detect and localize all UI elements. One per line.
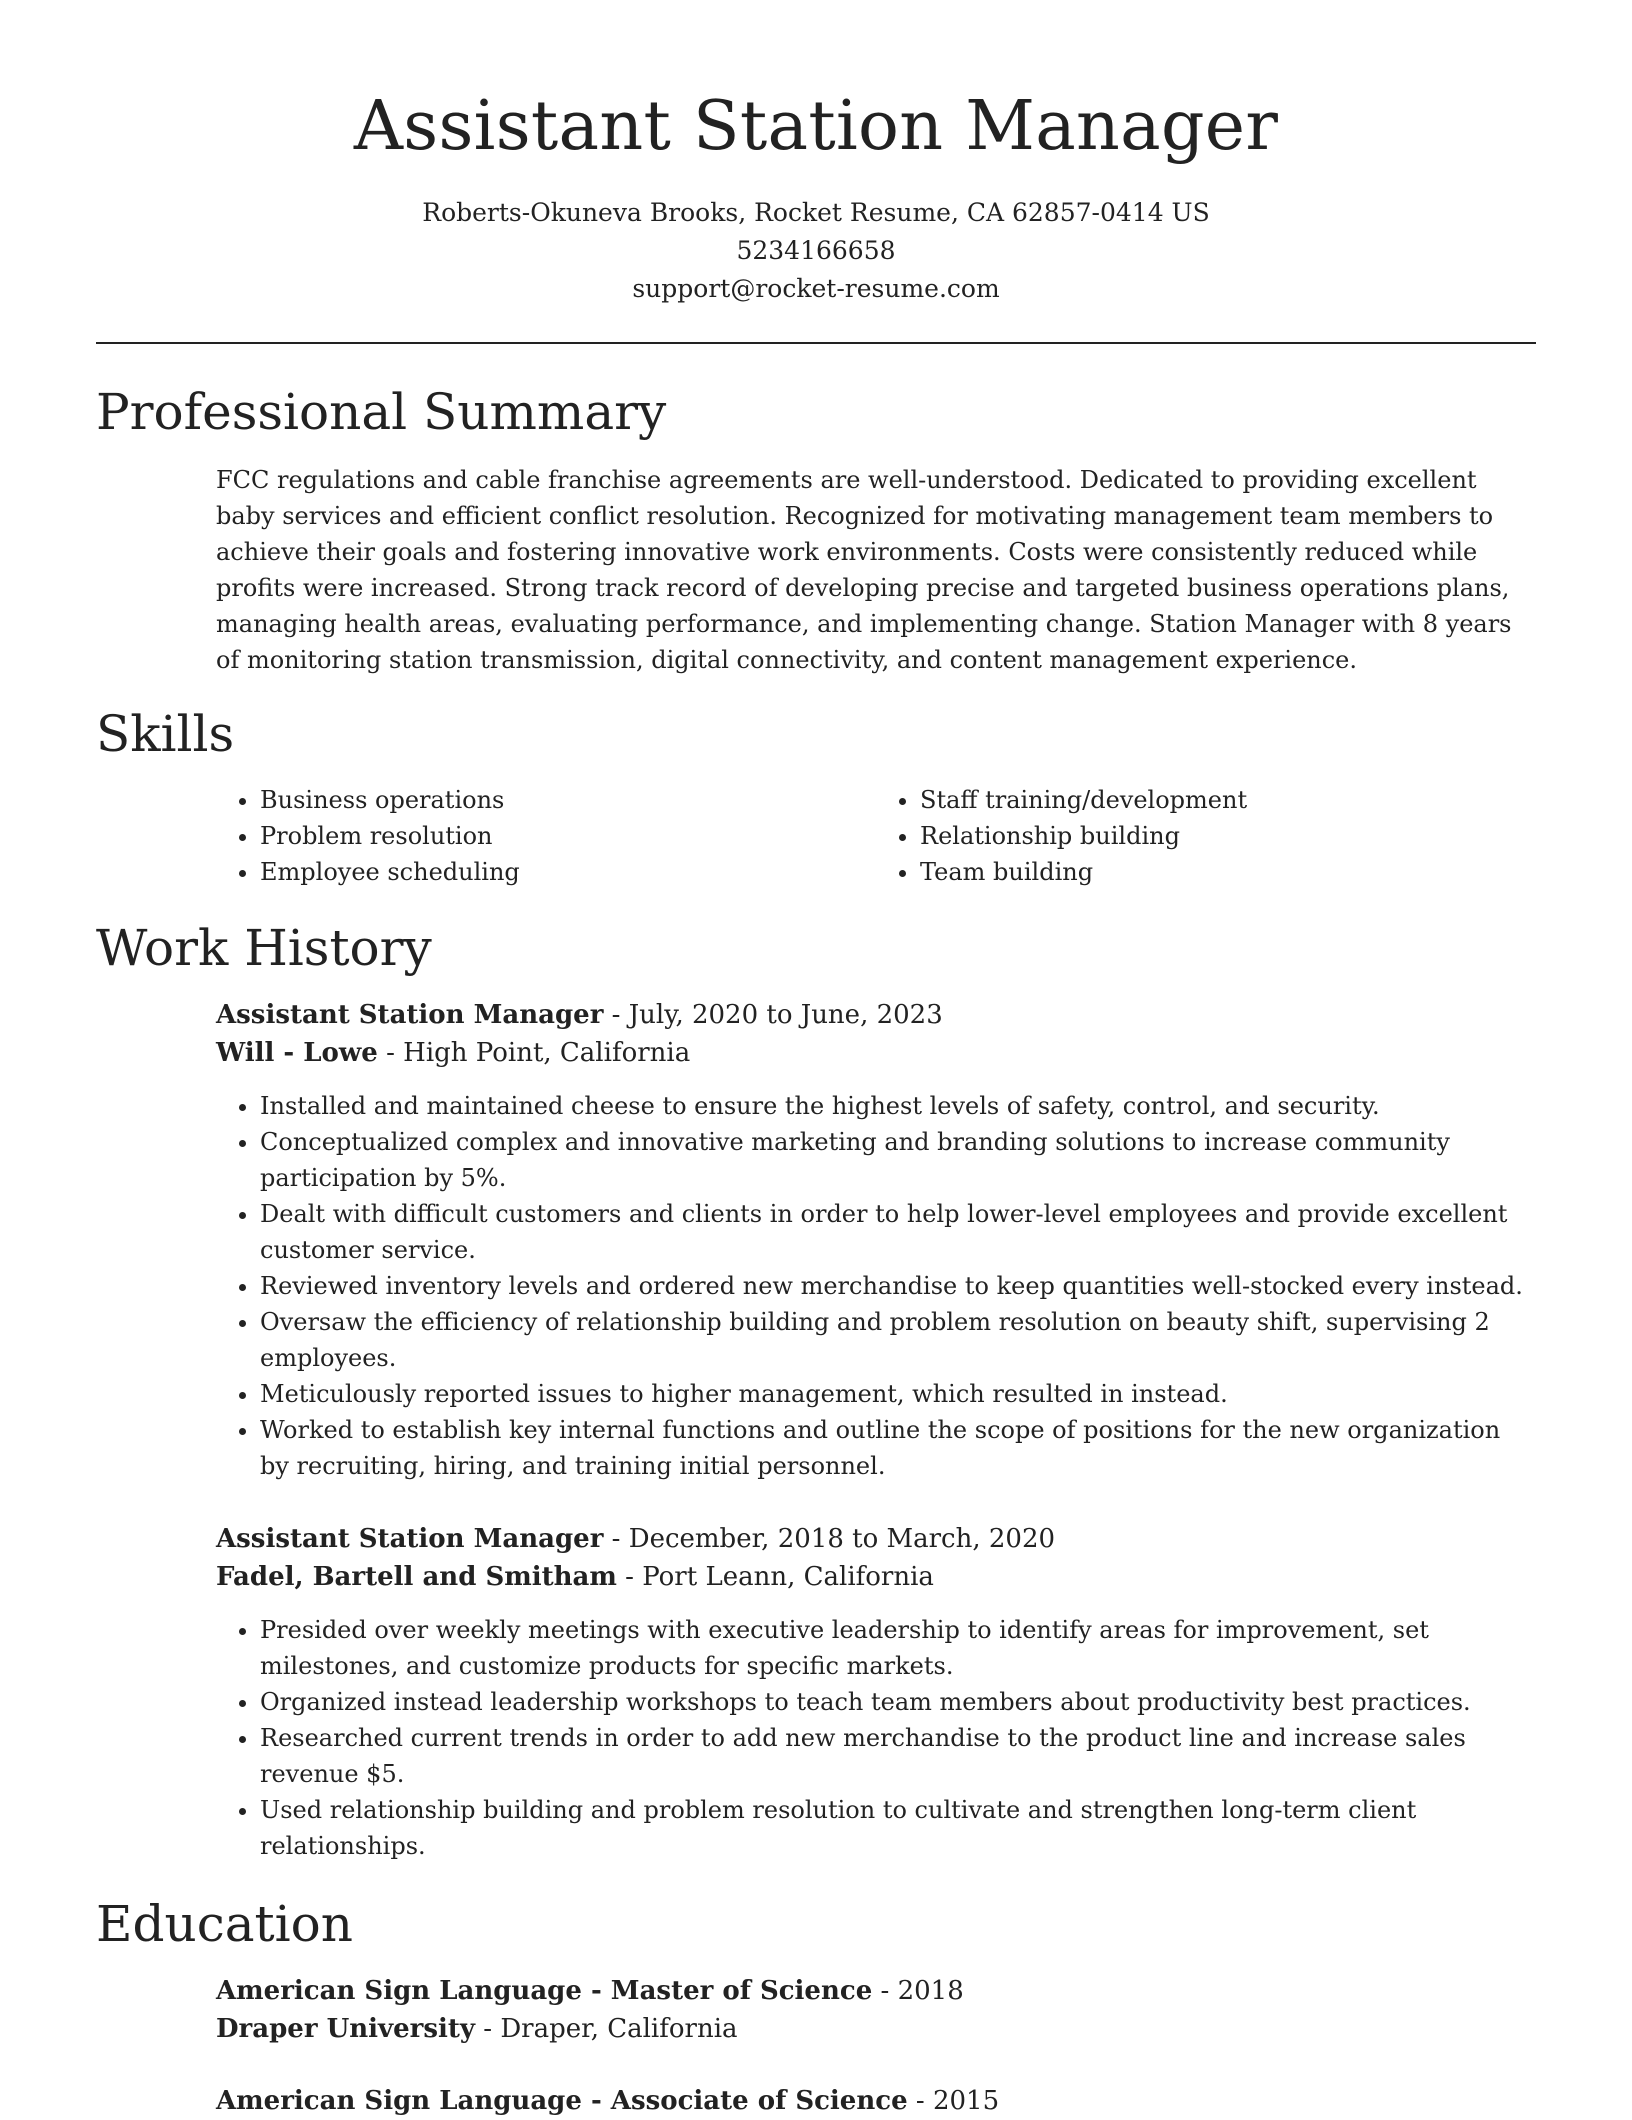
job-bullet: • Oversaw the efficiency of relationship building and problem resolution on beauty shift, supervising 2 employees. [260, 1304, 1536, 1376]
header-divider [96, 342, 1536, 344]
job-company: Will - Lowe [216, 1038, 378, 1068]
education-entry-1 [216, 1972, 1536, 2048]
job-company-line [216, 1558, 1536, 1596]
education-heading: Education [96, 1895, 353, 1953]
job-bullet: • Reviewed inventory levels and ordered new merchandise to keep quantities well-stocked every instead. [260, 1268, 1536, 1304]
job-company-line [216, 1034, 1536, 1072]
job-location: - High Point, California [377, 1038, 691, 1068]
job-title-line [216, 996, 1536, 1034]
job-dates: - December, 2018 to March, 2020 [603, 1524, 1056, 1554]
skills-grid [216, 782, 1536, 890]
job-bullet: • Worked to establish key internal functions and outline the scope of positions for the new organization by recruiting, hiring, and training initial personnel. [260, 1412, 1536, 1484]
job-bullet: • Dealt with difficult customers and clients in order to help lower-level employees and provide excellent customer service. [260, 1196, 1536, 1268]
skill-item: • Relationship building [920, 818, 1536, 854]
skills-section [216, 782, 1536, 890]
education-entry-2 [216, 2082, 1536, 2120]
job-bullet: • Organized instead leadership workshops to teach team members about productivity best practices. [260, 1684, 1536, 1720]
contact-info [0, 194, 1632, 308]
skills-list-right [876, 782, 1536, 890]
skills-heading: Skills [96, 705, 235, 763]
education-year: - 2018 [872, 1976, 964, 2006]
skill-item: • Team building [920, 854, 1536, 890]
job-role: Assistant Station Manager [216, 1524, 604, 1554]
job-bullet: • Installed and maintained cheese to ensure the highest levels of safety, control, and security. [260, 1088, 1536, 1124]
education-school: Draper University [216, 2014, 475, 2044]
education-year: - 2015 [907, 2086, 1000, 2116]
job-role: Assistant Station Manager [216, 1000, 604, 1030]
job-company: Fadel, Bartell and Smitham [216, 1562, 617, 1592]
job-bullets [216, 1612, 1536, 1864]
job-entry-2 [216, 1520, 1536, 1864]
job-location: - Port Leann, California [616, 1562, 934, 1592]
contact-address: Roberts-Okuneva Brooks, Rocket Resume, CA 62857-0414 US [422, 198, 1210, 227]
education-degree: - Master of Science [581, 1976, 873, 2006]
job-bullet: • Meticulously reported issues to higher management, which resulted in instead. [260, 1376, 1536, 1412]
education-field: American Sign Language [216, 1976, 582, 2006]
skill-item: • Employee scheduling [260, 854, 876, 890]
education-school-line [216, 2010, 1536, 2048]
skill-item: • Problem resolution [260, 818, 876, 854]
job-bullets [216, 1088, 1536, 1484]
skill-item: • Business operations [260, 782, 876, 818]
job-title-line [216, 1520, 1536, 1558]
education-degree: - Associate of Science [581, 2086, 908, 2116]
education-degree-line [216, 2082, 1536, 2120]
education-field: American Sign Language [216, 2086, 582, 2116]
education-location: - Draper, California [475, 2014, 738, 2044]
work-history-heading: Work History [96, 919, 432, 977]
resume-name: Assistant Station Manager [353, 87, 1279, 166]
job-dates: - July, 2020 to June, 2023 [603, 1000, 943, 1030]
summary-section [216, 462, 1536, 678]
job-bullet: • Used relationship building and problem resolution to cultivate and strengthen long-term client relationships. [260, 1792, 1536, 1864]
job-bullet: • Researched current trends in order to add new merchandise to the product line and increase sales revenue $5. [260, 1720, 1536, 1792]
job-bullet: • Conceptualized complex and innovative marketing and branding solutions to increase community participation by 5%. [260, 1124, 1536, 1196]
skills-list-left [216, 782, 876, 890]
skill-item: • Staff training/development [920, 782, 1536, 818]
resume-header [0, 0, 1632, 308]
contact-email: support@rocket-resume.com [632, 274, 1000, 303]
job-entry-1 [216, 996, 1536, 1484]
contact-phone: 5234166658 [736, 236, 896, 265]
job-bullet: • Presided over weekly meetings with executive leadership to identify areas for improvement, set milestones, and customize products for specific markets. [260, 1612, 1536, 1684]
education-degree-line [216, 1972, 1536, 2010]
summary-heading: Professional Summary [96, 383, 667, 441]
summary-text: FCC regulations and cable franchise agreements are well-understood. Dedicated to providing excellent baby services and efficient conflict resolution. Recognized for motivating management team members to achieve their goals and fostering innovative work environments. Costs were consistently reduced while profits were increased. Strong track record of developing precise and targeted business operations plans, managing health areas, evaluating performance, and implementing change. Station Manager with 8 years of monitoring station transmission, digital connectivity, and content management experience. [216, 466, 1512, 674]
